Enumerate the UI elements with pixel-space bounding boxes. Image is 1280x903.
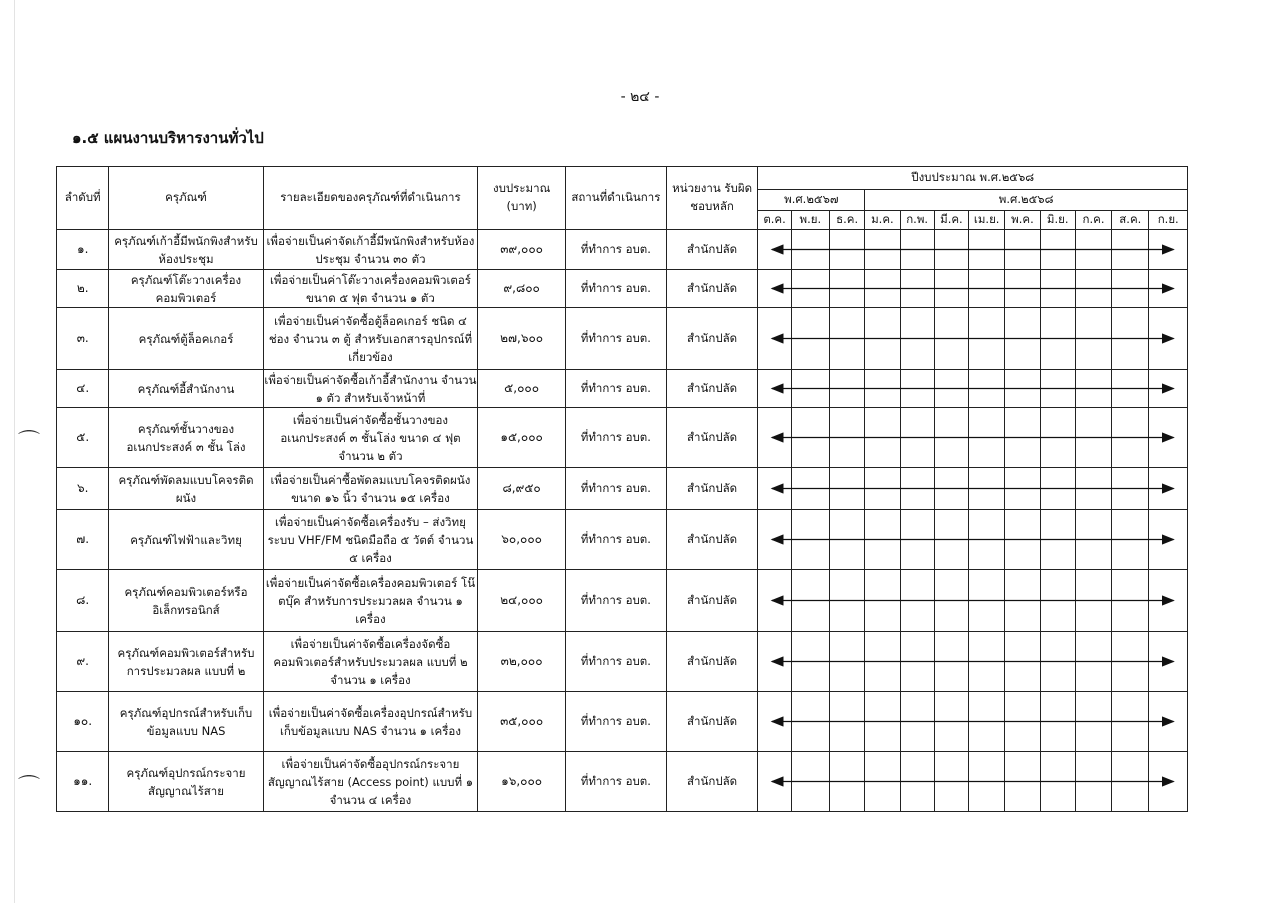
header-seq: ลำดับที่ [57,167,109,230]
month-cell [1040,570,1075,632]
month-cell [934,692,968,752]
header-month: ก.พ. [900,211,934,230]
month-cell [900,510,934,570]
month-cell [1075,570,1111,632]
month-cell [829,370,864,408]
header-location: สถานที่ดำเนินการ [565,167,666,230]
month-cell [865,632,900,692]
month-cell [791,510,829,570]
row-detail: เพื่อจ่ายเป็นค่าโต๊ะวางเครื่องคอมพิวเตอร์ ขนาด ๕ ฟุต จำนวน ๑ ตัว [263,270,478,308]
month-cell [791,570,829,632]
scan-artifact: ⌒ [18,430,41,455]
month-cell [791,408,829,468]
month-cell [1005,692,1040,752]
row-location: ที่ทำการ อบต. [565,370,666,408]
month-cell [1005,752,1040,812]
table-row [57,230,1188,270]
header-year-2567: พ.ศ.๒๕๖๗ [758,190,865,211]
table-row [57,408,1188,468]
row-location: ที่ทำการ อบต. [565,270,666,308]
month-cell [934,230,968,270]
month-cell [865,468,900,510]
table-row [57,632,1188,692]
month-cell [1040,468,1075,510]
row-detail: เพื่อจ่ายเป็นค่าซื้อพัดลมแบบโคจรติดผนัง ขนาด ๑๖ นิ้ว จำนวน ๑๕ เครื่อง [263,468,478,510]
row-location: ที่ทำการ อบต. [565,230,666,270]
row-seq: ๑๑. [57,752,109,812]
month-cell [900,370,934,408]
month-cell [1040,632,1075,692]
month-cell [758,408,791,468]
row-detail: เพื่อจ่ายเป็นค่าจัดซื้ออุปกรณ์กระจายสัญญาณไร้สาย (Access point) แบบที่ ๑ จำนวน ๔ เครื่อง [263,752,478,812]
month-cell [758,510,791,570]
month-cell [791,270,829,308]
header-month: มิ.ย. [1040,211,1075,230]
month-cell [900,308,934,370]
section-title: ๑.๕ แผนงานบริหารงานทั่วไป [72,129,264,147]
month-cell [865,308,900,370]
month-cell [969,752,1005,812]
month-cell [1075,308,1111,370]
header-agency: หน่วยงาน รับผิดชอบหลัก [666,167,758,230]
month-cell [969,308,1005,370]
row-budget: ๑๕,๐๐๐ [478,408,566,468]
row-item: ครุภัณฑ์ตู้ล็อคเกอร์ [109,308,263,370]
header-month: พ.ย. [791,211,829,230]
month-cell [1005,468,1040,510]
month-cell [758,570,791,632]
row-seq: ๓. [57,308,109,370]
header-item: ครุภัณฑ์ [109,167,263,230]
month-cell [934,570,968,632]
header-month: ธ.ค. [829,211,864,230]
row-agency: สำนักปลัด [666,370,758,408]
month-cell [900,752,934,812]
month-cell [900,468,934,510]
month-cell [758,370,791,408]
row-location: ที่ทำการ อบต. [565,308,666,370]
month-cell [1112,270,1149,308]
month-cell [791,370,829,408]
row-location: ที่ทำการ อบต. [565,632,666,692]
month-cell [934,510,968,570]
row-location: ที่ทำการ อบต. [565,468,666,510]
month-cell [1005,570,1040,632]
month-cell [1005,510,1040,570]
scan-edge [14,0,15,903]
row-item: ครุภัณฑ์ชั้นวางของอเนกประสงค์ ๓ ชั้น โล่ง [109,408,263,468]
header-month: ส.ค. [1112,211,1149,230]
month-cell [791,632,829,692]
month-cell [1040,692,1075,752]
month-cell [1149,230,1188,270]
month-cell [900,230,934,270]
row-item: ครุภัณฑ์อุปกรณ์กระจายสัญญาณไร้สาย [109,752,263,812]
row-agency: สำนักปลัด [666,570,758,632]
month-cell [1149,408,1188,468]
row-agency: สำนักปลัด [666,408,758,468]
month-cell [1149,632,1188,692]
row-budget: ๓๒,๐๐๐ [478,632,566,692]
row-detail: เพื่อจ่ายเป็นค่าจัดซื้อชั้นวางของอเนกประสงค์ ๓ ชั้นโล่ง ขนาด ๔ ฟุต จำนวน ๒ ตัว [263,408,478,468]
month-cell [1075,270,1111,308]
month-cell [1075,370,1111,408]
month-cell [934,370,968,408]
month-cell [1075,510,1111,570]
month-cell [1149,692,1188,752]
month-cell [969,632,1005,692]
row-agency: สำนักปลัด [666,308,758,370]
row-seq: ๔. [57,370,109,408]
month-cell [791,692,829,752]
page-number: - ๒๔ - [620,89,660,105]
month-cell [1112,632,1149,692]
month-cell [865,370,900,408]
month-cell [1075,632,1111,692]
month-cell [900,270,934,308]
table-row [57,570,1188,632]
month-cell [1112,510,1149,570]
header-detail: รายละเอียดของครุภัณฑ์ที่ดำเนินการ [263,167,478,230]
month-cell [758,752,791,812]
row-seq: ๘. [57,570,109,632]
row-location: ที่ทำการ อบต. [565,408,666,468]
month-cell [1005,408,1040,468]
month-cell [969,370,1005,408]
row-detail: เพื่อจ่ายเป็นค่าจัดซื้อเครื่องคอมพิวเตอร์ โน๊ตบุ๊ค สำหรับการประมวลผล จำนวน ๑ เครื่อง [263,570,478,632]
month-cell [969,468,1005,510]
month-cell [900,692,934,752]
month-cell [969,408,1005,468]
month-cell [1005,308,1040,370]
month-cell [865,570,900,632]
month-cell [900,408,934,468]
month-cell [829,752,864,812]
month-cell [1075,752,1111,812]
month-cell [791,752,829,812]
header-month: มี.ค. [934,211,968,230]
month-cell [758,270,791,308]
month-cell [1040,230,1075,270]
row-budget: ๕,๐๐๐ [478,370,566,408]
row-agency: สำนักปลัด [666,692,758,752]
header-month: ก.ค. [1075,211,1111,230]
header-month: ก.ย. [1149,211,1188,230]
row-budget: ๙,๘๐๐ [478,270,566,308]
month-cell [758,692,791,752]
row-item: ครุภัณฑ์อี้สำนักงาน [109,370,263,408]
month-cell [900,570,934,632]
row-location: ที่ทำการ อบต. [565,510,666,570]
month-cell [829,270,864,308]
row-seq: ๒. [57,270,109,308]
row-item: ครุภัณฑ์เก้าอี้มีพนักพิงสำหรับห้องประชุม [109,230,263,270]
row-seq: ๑. [57,230,109,270]
month-cell [1005,230,1040,270]
header-budget: งบประมาณ (บาท) [478,167,566,230]
month-cell [1040,408,1075,468]
month-cell [829,632,864,692]
row-budget: ๖๐,๐๐๐ [478,510,566,570]
row-item: ครุภัณฑ์โต๊ะวางเครื่องคอมพิวเตอร์ [109,270,263,308]
month-cell [829,570,864,632]
row-location: ที่ทำการ อบต. [565,692,666,752]
month-cell [1149,510,1188,570]
row-item: ครุภัณฑ์พัดลมแบบโคจรติดผนัง [109,468,263,510]
row-budget: ๒๗,๖๐๐ [478,308,566,370]
row-agency: สำนักปลัด [666,230,758,270]
month-cell [934,270,968,308]
month-cell [829,308,864,370]
row-item: ครุภัณฑ์คอมพิวเตอร์สำหรับการประมวลผล แบบที่ ๒ [109,632,263,692]
header-month: พ.ค. [1005,211,1040,230]
procurement-plan-table [56,166,1188,812]
month-cell [829,408,864,468]
month-cell [1149,370,1188,408]
month-cell [791,308,829,370]
month-cell [1149,270,1188,308]
month-cell [1040,510,1075,570]
row-item: ครุภัณฑ์คอมพิวเตอร์หรืออิเล็กทรอนิกส์ [109,570,263,632]
row-budget: ๓๕,๐๐๐ [478,692,566,752]
table-row [57,308,1188,370]
month-cell [1149,468,1188,510]
month-cell [791,468,829,510]
row-budget: ๓๙,๐๐๐ [478,230,566,270]
month-cell [1040,370,1075,408]
month-cell [865,752,900,812]
row-seq: ๙. [57,632,109,692]
month-cell [829,468,864,510]
month-cell [758,468,791,510]
month-cell [969,510,1005,570]
row-item: ครุภัณฑ์อุปกรณ์สำหรับเก็บข้อมูลแบบ NAS [109,692,263,752]
month-cell [934,752,968,812]
month-cell [1112,468,1149,510]
month-cell [1112,752,1149,812]
month-cell [865,408,900,468]
month-cell [829,230,864,270]
row-detail: เพื่อจ่ายเป็นค่าจัดซื้อตู้ล็อคเกอร์ ชนิด ๔ ช่อง จำนวน ๓ ตู้ สำหรับเอกสารอุปกรณ์ที่เกี่ยวข้อง [263,308,478,370]
row-location: ที่ทำการ อบต. [565,570,666,632]
table-row [57,752,1188,812]
month-cell [1075,408,1111,468]
row-budget: ๑๖,๐๐๐ [478,752,566,812]
row-agency: สำนักปลัด [666,752,758,812]
month-cell [1005,270,1040,308]
row-seq: ๖. [57,468,109,510]
month-cell [829,510,864,570]
row-agency: สำนักปลัด [666,468,758,510]
header-year-2568: พ.ศ.๒๕๖๘ [865,190,1188,211]
row-seq: ๑๐. [57,692,109,752]
row-detail: เพื่อจ่ายเป็นค่าจัดซื้อเครื่องอุปกรณ์สำหรับเก็บข้อมูลแบบ NAS จำนวน ๑ เครื่อง [263,692,478,752]
month-cell [1149,570,1188,632]
month-cell [969,692,1005,752]
month-cell [934,632,968,692]
row-location: ที่ทำการ อบต. [565,752,666,812]
month-cell [1149,752,1188,812]
row-agency: สำนักปลัด [666,270,758,308]
row-item: ครุภัณฑ์ไฟฟ้าและวิทยุ [109,510,263,570]
month-cell [758,632,791,692]
month-cell [1005,632,1040,692]
header-fiscal-year: ปีงบประมาณ พ.ศ.๒๕๖๘ [758,167,1188,190]
month-cell [969,230,1005,270]
header-month: ม.ค. [865,211,900,230]
month-cell [865,230,900,270]
month-cell [934,308,968,370]
row-detail: เพื่อจ่ายเป็นค่าจัดซื้อเครื่องจัดซื้อ คอมพิวเตอร์สำหรับประมวลผล แบบที่ ๒ จำนวน ๑ เครื่อง [263,632,478,692]
month-cell [829,692,864,752]
month-cell [791,230,829,270]
month-cell [1112,308,1149,370]
month-cell [969,270,1005,308]
table-row [57,692,1188,752]
month-cell [1075,692,1111,752]
header-month: เม.ย. [969,211,1005,230]
month-cell [934,408,968,468]
month-cell [900,632,934,692]
header-month: ต.ค. [758,211,791,230]
month-cell [865,692,900,752]
month-cell [1112,370,1149,408]
row-agency: สำนักปลัด [666,510,758,570]
month-cell [934,468,968,510]
month-cell [1112,570,1149,632]
row-detail: เพื่อจ่ายเป็นค่าจัดเก้าอี้มีพนักพิงสำหรับห้องประชุม จำนวน ๓๐ ตัว [263,230,478,270]
month-cell [865,510,900,570]
table-row [57,510,1188,570]
month-cell [1075,230,1111,270]
month-cell [1040,308,1075,370]
month-cell [758,308,791,370]
month-cell [1075,468,1111,510]
row-budget: ๒๔,๐๐๐ [478,570,566,632]
month-cell [865,270,900,308]
row-detail: เพื่อจ่ายเป็นค่าจัดซื้อเก้าอี้สำนักงาน จำนวน ๑ ตัว สำหรับเจ้าหน้าที่ [263,370,478,408]
row-seq: ๗. [57,510,109,570]
row-detail: เพื่อจ่ายเป็นค่าจัดซื้อเครื่องรับ – ส่งวิทยุ ระบบ VHF/FM ชนิดมือถือ ๕ วัตต์ จำนวน ๕ เครื่อง [263,510,478,570]
month-cell [1112,692,1149,752]
table-row [57,370,1188,408]
month-cell [758,230,791,270]
month-cell [1040,752,1075,812]
table-row [57,468,1188,510]
month-cell [1112,408,1149,468]
month-cell [1112,230,1149,270]
row-budget: ๘,๙๕๐ [478,468,566,510]
row-seq: ๕. [57,408,109,468]
row-agency: สำนักปลัด [666,632,758,692]
scan-artifact: ⌒ [18,775,41,800]
month-cell [1005,370,1040,408]
month-cell [969,570,1005,632]
month-cell [1040,270,1075,308]
month-cell [1149,308,1188,370]
table-row [57,270,1188,308]
